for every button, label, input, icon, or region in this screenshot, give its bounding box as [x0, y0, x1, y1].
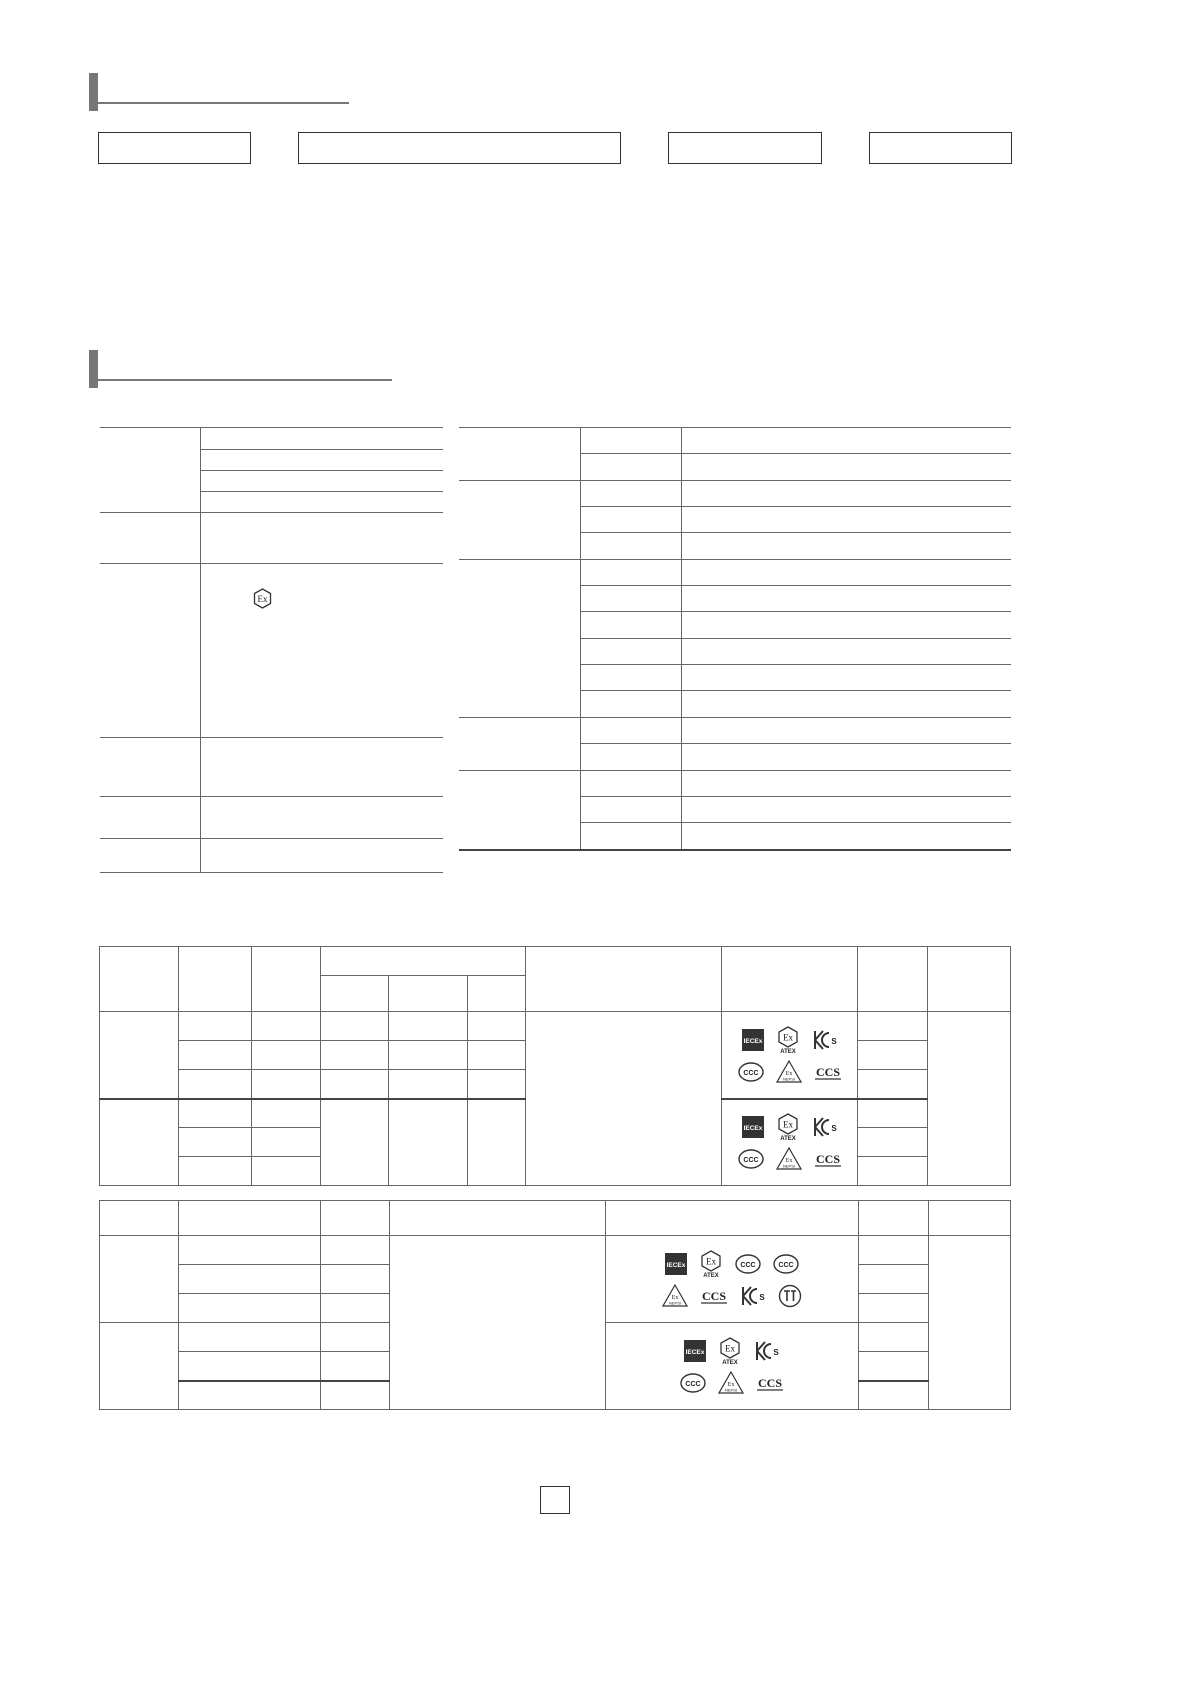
ccs-icon — [814, 1149, 842, 1169]
kcs-icon — [740, 1285, 766, 1307]
t1-cell — [252, 1012, 321, 1041]
t1-cell — [858, 1012, 928, 1041]
t1-header-cell — [928, 947, 1011, 1012]
t2-cell — [859, 1381, 929, 1410]
t1-header-cell — [858, 947, 928, 1012]
t1-header-cell — [389, 976, 468, 1012]
svg-text:Ex: Ex — [785, 1158, 792, 1165]
section-1-marker — [89, 73, 98, 111]
t1-cell — [252, 1128, 321, 1157]
atex-ex-icon — [718, 1337, 742, 1365]
t1-cell — [858, 1157, 928, 1186]
atex-ex-icon — [699, 1250, 723, 1278]
nepsi-ex-icon — [776, 1060, 802, 1084]
svg-text:ATEX: ATEX — [703, 1273, 719, 1278]
t1-cell — [252, 1041, 321, 1070]
svg-text:CCS: CCS — [701, 1289, 727, 1303]
ccs-icon — [756, 1373, 784, 1393]
t1-header-cell — [321, 976, 389, 1012]
svg-text:Ex: Ex — [785, 1070, 792, 1077]
t2-cell — [179, 1236, 321, 1265]
t1-header-cell — [722, 947, 858, 1012]
t1-header-cell — [468, 976, 526, 1012]
atex-ex-icon — [776, 1026, 800, 1054]
t2-group-cell — [100, 1236, 179, 1323]
iecex-icon — [665, 1253, 687, 1275]
t1-cell — [321, 1099, 389, 1186]
t2-cell — [179, 1381, 321, 1410]
t1-cell — [252, 1099, 321, 1128]
ccc-icon — [738, 1148, 764, 1170]
svg-text:NEPSI: NEPSI — [724, 1387, 738, 1393]
section-2-marker — [89, 350, 98, 388]
t2-cert-cell-1 — [606, 1236, 859, 1323]
t1-header-cell — [252, 947, 321, 1012]
t1-cell — [252, 1070, 321, 1099]
kcs-icon — [812, 1029, 838, 1051]
t1-cell — [179, 1070, 252, 1099]
t2-cell — [321, 1265, 390, 1294]
t1-cell — [321, 1070, 389, 1099]
t2-cell — [321, 1294, 390, 1323]
t2-cell — [859, 1265, 929, 1294]
eac-icon — [778, 1284, 802, 1308]
t1-header-cell — [526, 947, 722, 1012]
svg-text:CCS: CCS — [757, 1376, 783, 1390]
svg-text:S: S — [773, 1348, 779, 1357]
svg-text:IECEx: IECEx — [743, 1037, 762, 1045]
atex-ex-icon — [776, 1113, 800, 1141]
svg-text:CCS: CCS — [815, 1152, 840, 1167]
t1-group-cell — [100, 1012, 179, 1099]
svg-text:ATEX: ATEX — [779, 1048, 796, 1054]
svg-text:Ex: Ex — [727, 1382, 735, 1388]
t1-cell — [468, 1070, 526, 1099]
page-number-box — [540, 1486, 570, 1514]
svg-text:IECEx: IECEx — [685, 1349, 705, 1356]
ccc-icon — [738, 1061, 764, 1083]
t1-cell — [389, 1099, 468, 1186]
t1-cell — [389, 1070, 468, 1099]
svg-text:IECEx: IECEx — [666, 1262, 686, 1269]
flow-box-2 — [298, 132, 621, 164]
svg-text:IECEx: IECEx — [743, 1125, 762, 1133]
t2-header-cell — [100, 1201, 179, 1236]
ccs-icon — [700, 1286, 728, 1306]
t1-cell — [858, 1099, 928, 1128]
t1-cell — [252, 1157, 321, 1186]
t2-cell — [859, 1352, 929, 1381]
t2-group-cell — [100, 1323, 179, 1410]
t1-header-cell — [100, 947, 179, 1012]
t1-note-cell — [928, 1012, 1011, 1186]
t1-cert-cell-1 — [722, 1012, 858, 1099]
svg-text:CCC: CCC — [742, 1069, 759, 1077]
t1-cell — [468, 1041, 526, 1070]
svg-text:Ex: Ex — [725, 1343, 735, 1354]
iecex-icon — [742, 1116, 764, 1138]
kcs-icon — [812, 1116, 838, 1138]
t2-cell — [179, 1294, 321, 1323]
t1-cell — [858, 1041, 928, 1070]
svg-text:CCC: CCC — [685, 1381, 701, 1388]
svg-text:S: S — [830, 1124, 837, 1134]
t2-header-cell — [929, 1201, 1011, 1236]
ex-hexagon-icon — [252, 588, 273, 609]
t1-header-cell — [321, 947, 526, 976]
svg-text:NEPSI: NEPSI — [782, 1076, 795, 1082]
section-1-heading-rule — [98, 102, 349, 104]
svg-text:Ex: Ex — [782, 1119, 793, 1130]
t2-spec-cell — [390, 1236, 606, 1410]
ccc-icon — [773, 1253, 799, 1275]
t2-cell — [859, 1236, 929, 1265]
ccc-icon — [680, 1372, 706, 1394]
t2-cell — [859, 1323, 929, 1352]
svg-text:ATEX: ATEX — [722, 1360, 738, 1365]
t1-cell — [321, 1012, 389, 1041]
t2-cell — [179, 1352, 321, 1381]
t2-cert-cell-2 — [606, 1323, 859, 1410]
t1-header-cell — [179, 947, 252, 1012]
iecex-icon — [684, 1340, 706, 1362]
t2-cell — [321, 1236, 390, 1265]
model-table-2 — [99, 1200, 1011, 1410]
t2-cell — [321, 1352, 390, 1381]
svg-text:Ex: Ex — [671, 1295, 679, 1301]
svg-text:Ex: Ex — [706, 1256, 716, 1267]
t1-cell — [179, 1128, 252, 1157]
flow-box-1 — [98, 132, 251, 164]
t1-spec-cell — [526, 1012, 722, 1186]
t1-cell — [468, 1012, 526, 1041]
nepsi-ex-icon — [776, 1147, 802, 1171]
t1-group-cell — [100, 1099, 179, 1186]
t1-cell — [179, 1099, 252, 1128]
t1-cell — [858, 1070, 928, 1099]
t2-cell — [321, 1323, 390, 1352]
t1-cell — [321, 1041, 389, 1070]
t2-header-cell — [179, 1201, 321, 1236]
t1-cell — [468, 1099, 526, 1186]
t1-cell — [858, 1128, 928, 1157]
t2-header-cell — [606, 1201, 859, 1236]
svg-text:ATEX: ATEX — [779, 1136, 796, 1142]
svg-text:CCC: CCC — [740, 1262, 756, 1269]
t1-cell — [179, 1157, 252, 1186]
model-table-1 — [99, 946, 1011, 1186]
svg-text:NEPSI: NEPSI — [782, 1163, 795, 1169]
t2-header-cell — [859, 1201, 929, 1236]
t2-header-cell — [390, 1201, 606, 1236]
svg-text:CCC: CCC — [742, 1157, 759, 1165]
svg-text:CCS: CCS — [815, 1064, 840, 1079]
svg-text:S: S — [830, 1036, 837, 1046]
svg-text:NEPSI: NEPSI — [668, 1300, 682, 1306]
t2-cell — [179, 1265, 321, 1294]
t2-note-cell — [929, 1236, 1011, 1410]
svg-text:S: S — [759, 1293, 765, 1302]
t1-cell — [389, 1041, 468, 1070]
t1-cert-cell-2 — [722, 1099, 858, 1186]
t1-cell — [179, 1012, 252, 1041]
iecex-icon — [742, 1029, 764, 1051]
t2-cell — [321, 1381, 390, 1410]
ccs-icon — [814, 1062, 842, 1082]
t2-cell — [859, 1294, 929, 1323]
svg-text:CCC: CCC — [778, 1262, 794, 1269]
ex-icon-text: Ex — [257, 594, 268, 604]
t2-cell — [179, 1323, 321, 1352]
ccc-icon — [735, 1253, 761, 1275]
svg-text:Ex: Ex — [782, 1032, 793, 1043]
nepsi-ex-icon — [662, 1284, 688, 1308]
t2-header-cell — [321, 1201, 390, 1236]
flow-box-4 — [869, 132, 1012, 164]
t1-cell — [179, 1041, 252, 1070]
nepsi-ex-icon — [718, 1371, 744, 1395]
section-2-heading-rule — [98, 379, 392, 381]
kcs-icon — [754, 1340, 780, 1362]
flow-box-3 — [668, 132, 822, 164]
t1-cell — [389, 1012, 468, 1041]
